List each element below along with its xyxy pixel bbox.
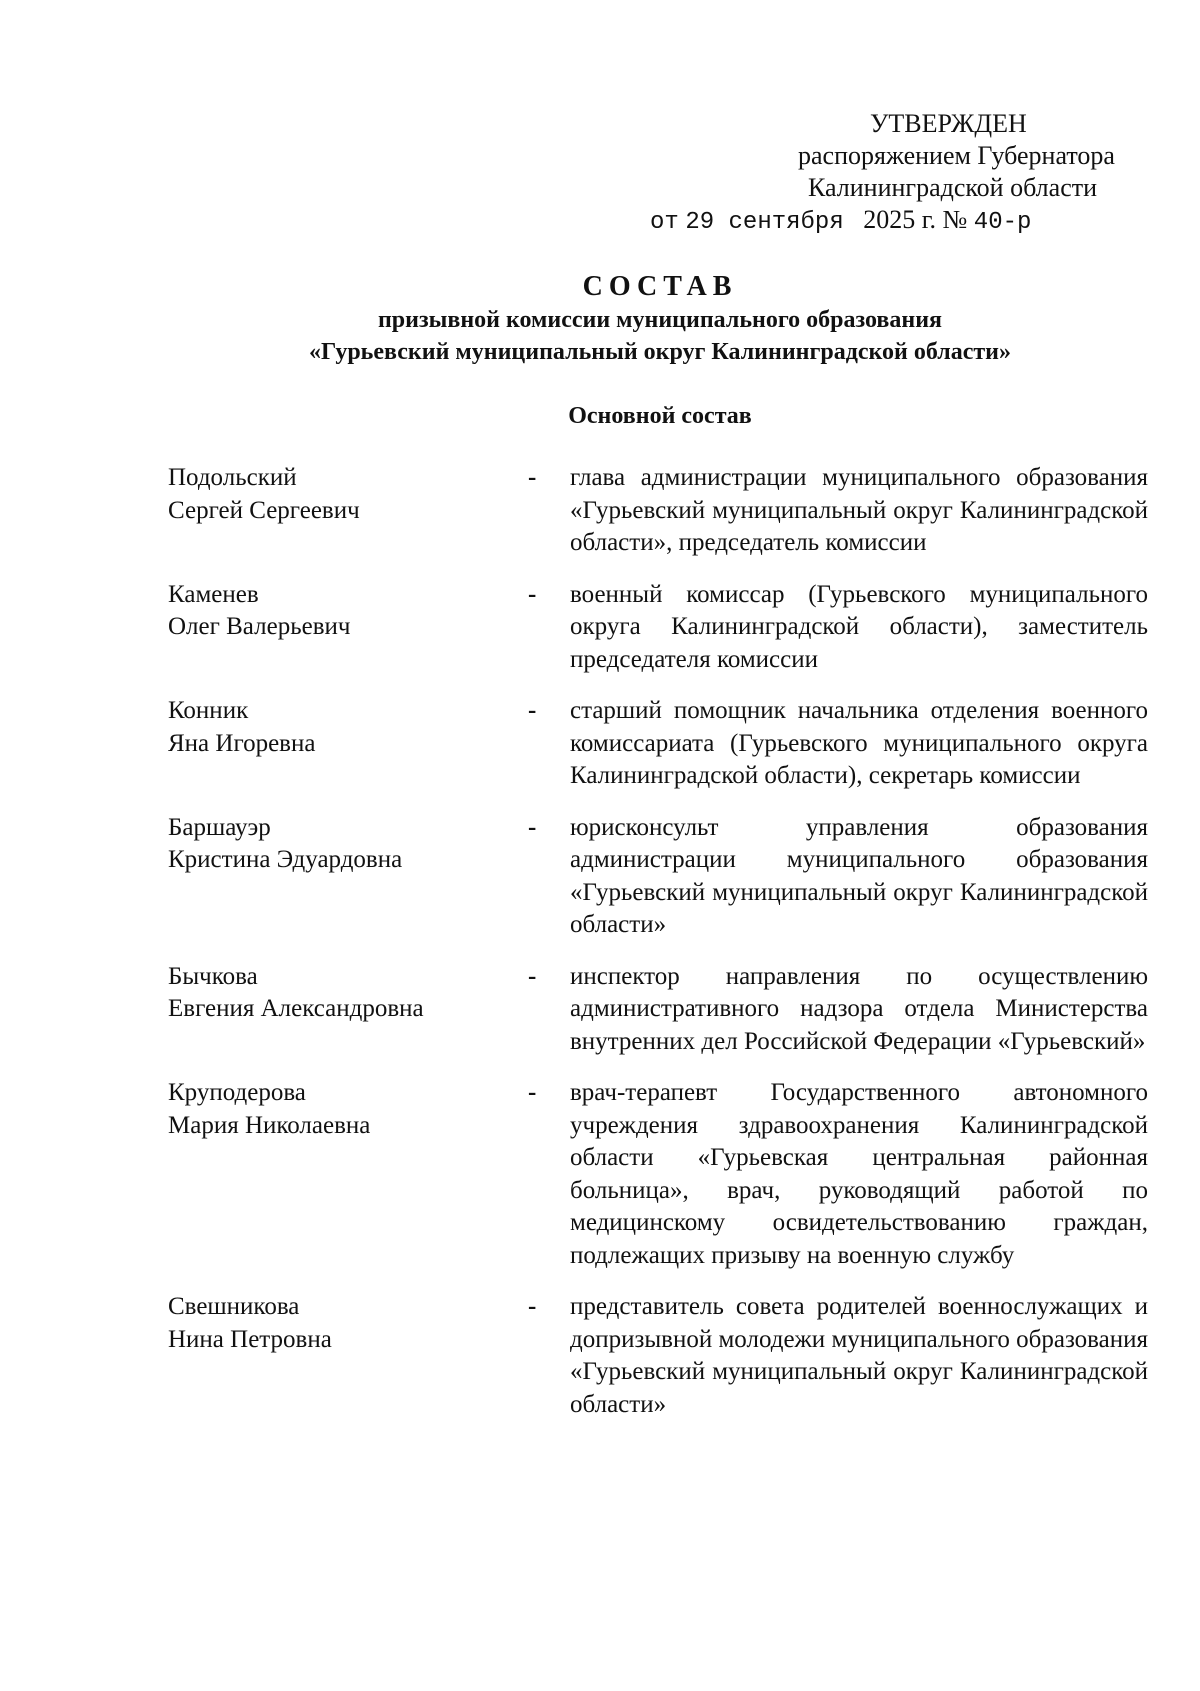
member-surname: Баршауэр xyxy=(168,813,271,841)
approval-date-prefix: от xyxy=(650,209,679,236)
title-line-1: призывной комиссии муниципального образования xyxy=(377,307,943,333)
member-role: глава администрации муниципального образования «Гурьевский муниципальный округ Калининградской области», председатель комиссии xyxy=(570,464,1148,556)
member-name xyxy=(168,1077,528,1272)
member-surname: Каменев xyxy=(168,580,259,608)
approval-region: Калининградской области xyxy=(808,173,1098,202)
member-separator: - xyxy=(528,464,537,491)
title-main: СОСТАВ xyxy=(582,271,738,302)
section-title: Основной состав xyxy=(568,403,752,429)
member-role: старший помощник начальника отделения военного комиссариата (Гурьевского муниципального округа Калининградской области), секретарь комиссии xyxy=(570,697,1148,789)
member-role: врач-терапевт Государственного автономного учреждения здравоохранения Калининградской области «Гурьевская центральная районная больница», врач, руководящий работой по медицинскому освидетельствованию граждан, подлежащих призыву на военную службу xyxy=(570,1079,1148,1269)
approval-stamp xyxy=(640,108,1160,239)
member-row xyxy=(168,695,1148,793)
member-role: инспектор направления по осуществлению административного надзора отдела Министерства внутренних дел Российской Федерации «Гурьевский» xyxy=(570,962,1148,1055)
member-row xyxy=(168,579,1148,677)
member-row xyxy=(168,812,1148,942)
member-given-name: Нина Петровна xyxy=(168,1325,332,1353)
member-name xyxy=(168,462,528,560)
member-name xyxy=(168,961,528,1059)
member-name xyxy=(168,695,528,793)
member-row xyxy=(168,1077,1148,1272)
member-row xyxy=(168,961,1148,1059)
member-name xyxy=(168,1291,528,1421)
member-surname: Круподерова xyxy=(168,1079,306,1106)
title-line-2: «Гурьевский муниципальный округ Калининградской области» xyxy=(308,339,1012,365)
approval-number: 40-р xyxy=(973,209,1032,236)
approval-date-value: 29 сентября xyxy=(685,209,844,236)
approval-year: 2025 г. № xyxy=(863,205,968,234)
document-title xyxy=(160,270,1160,368)
member-given-name: Сергей Сергеевич xyxy=(168,496,360,524)
member-role: представитель совета родителей военнослужащих и допризывной молодежи муниципального образования «Гурьевский муниципальный округ Калининградской области» xyxy=(570,1293,1148,1418)
member-surname: Свешникова xyxy=(168,1293,300,1320)
member-name xyxy=(168,579,528,677)
member-separator: - xyxy=(528,962,537,990)
member-role: юрисконсульт управления образования администрации муниципального образования «Гурьевский муниципальный округ Калининградской области» xyxy=(570,813,1148,938)
member-surname: Конник xyxy=(168,697,249,724)
member-row xyxy=(168,1291,1148,1421)
member-surname: Бычкова xyxy=(168,962,258,990)
member-given-name: Мария Николаевна xyxy=(168,1111,371,1139)
member-given-name: Кристина Эдуардовна xyxy=(168,846,403,873)
member-surname: Подольский xyxy=(168,464,297,491)
approval-date-line xyxy=(640,204,1160,239)
member-name xyxy=(168,812,528,942)
approval-authority: распоряжением Губернатора xyxy=(798,141,1115,170)
member-separator: - xyxy=(528,813,537,841)
members-list xyxy=(168,462,1148,1440)
member-separator: - xyxy=(528,580,537,608)
member-separator: - xyxy=(528,1079,537,1106)
approval-heading: УТВЕРЖДЕН xyxy=(870,109,1027,138)
member-separator: - xyxy=(528,697,537,724)
member-role: военный комиссар (Гурьевского муниципального округа Калининградской области), заместитель председателя комиссии xyxy=(570,580,1148,673)
member-given-name: Яна Игоревна xyxy=(168,729,316,757)
member-given-name: Евгения Александровна xyxy=(168,995,424,1022)
member-given-name: Олег Валерьевич xyxy=(168,613,351,640)
member-separator: - xyxy=(528,1293,537,1320)
member-row xyxy=(168,462,1148,560)
